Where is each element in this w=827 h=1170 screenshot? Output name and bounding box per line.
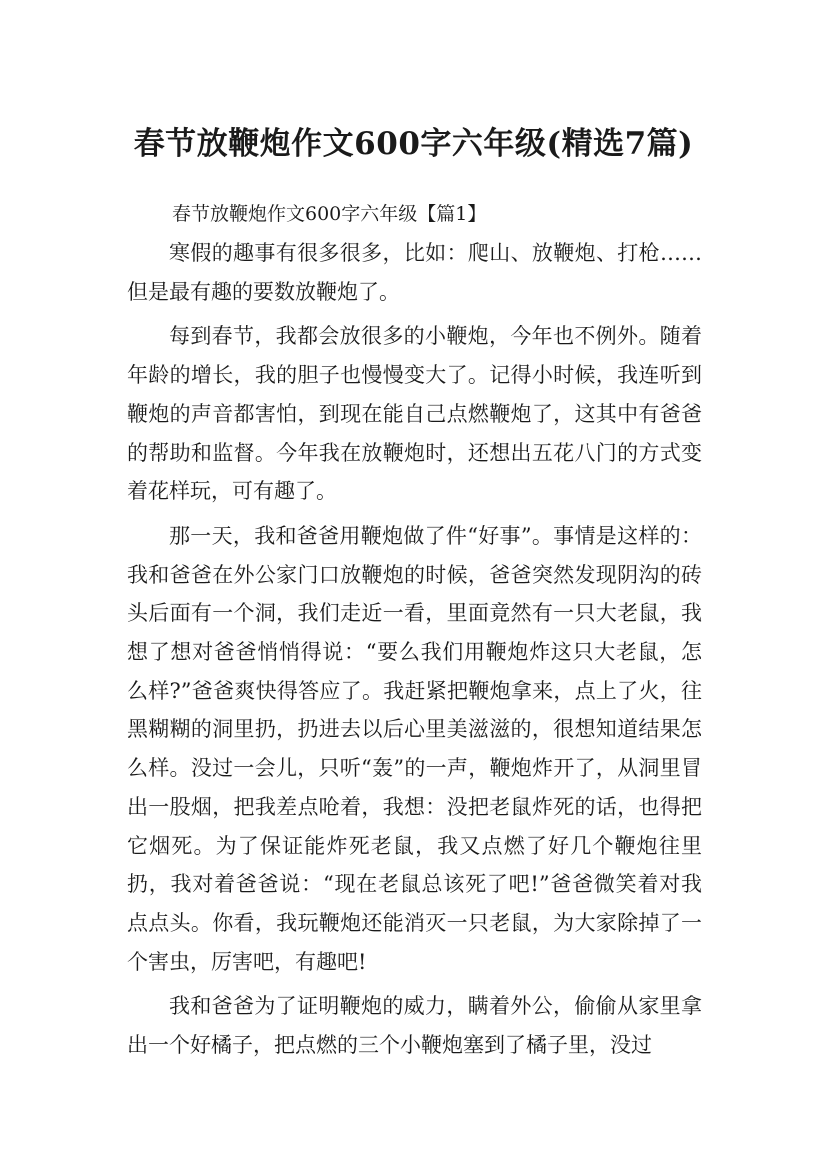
section-heading: 春节放鞭炮作文600字六年级【篇1】: [172, 203, 487, 225]
paragraph-2: 每到春节，我都会放很多的小鞭炮，今年也不例外。随着年龄的增长，我的胆子也慢慢变大了。记得小时候，我连听到鞭炮的声音都害怕，到现在能自己点燃鞭炮了，这其中有爸爸的帮助和监督。今年我在放鞭炮时，还想出五花八门的方式变着花样玩，可有趣了。: [127, 324, 702, 504]
document-title: 春节放鞭炮作文600字六年级(精选7篇): [133, 125, 694, 162]
paragraph-4: 我和爸爸为了证明鞭炮的威力，瞒着外公，偷偷从家里拿出一个好橘子，把点燃的三个小鞭炮塞到了橘子里，没过: [127, 994, 702, 1058]
paragraph-1: 寒假的趣事有很多很多，比如：爬山、放鞭炮、打枪……但是最有趣的要数放鞭炮了。: [127, 241, 702, 304]
paragraph-3: 那一天，我和爸爸用鞭炮做了件“好事”。事情是这样的：我和爸爸在外公家门口放鞭炮的时候，爸爸突然发现阴沟的砖头后面有一个洞，我们走近一看，里面竟然有一只大老鼠，我想了想对爸爸悄悄得说：“要么我们用鞭炮炸这只大老鼠，怎么样?”爸爸爽快得答应了。我赶紧把鞭炮拿来，点上了火，往黑糊糊的洞里扔，扔进去以后心里美滋滋的，很想知道结果怎么样。没过一会儿，只听“轰”的一声，鞭炮炸开了，从洞里冒出一股烟，把我差点呛着，我想：没把老鼠炸死的话，也得把它烟死。为了保证能炸死老鼠，我又点燃了好几个鞭炮往里扔，我对着爸爸说：“现在老鼠总该死了吧!”爸爸微笑着对我点点头。你看，我玩鞭炮还能消灭一只老鼠，为大家除掉了一个害虫，厉害吧，有趣吧!: [127, 523, 702, 974]
essay-body: [127, 196, 702, 1071]
